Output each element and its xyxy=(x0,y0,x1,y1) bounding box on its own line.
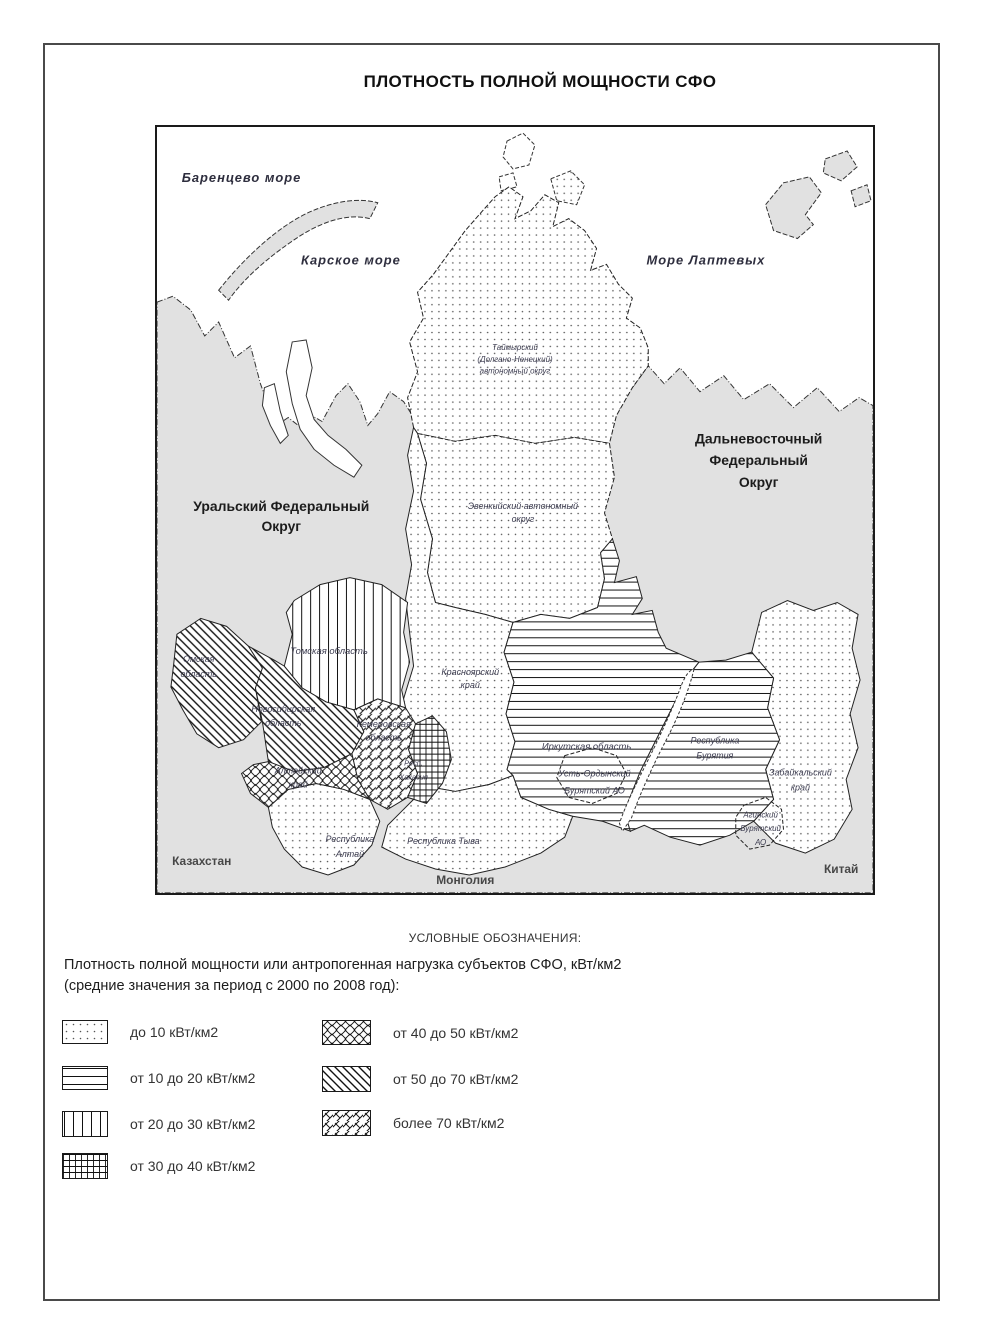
sea-label-laptev: Море Лаптевых xyxy=(646,252,766,268)
legend-item-grid xyxy=(62,1153,255,1179)
fareast-fd-label-line2: Федеральный xyxy=(709,452,808,469)
severnaya-zemlya-island-2 xyxy=(823,151,857,181)
legend-label: от 10 до 20 кВт/км2 xyxy=(130,1070,256,1086)
label-aginsky-line3: АО xyxy=(755,838,767,848)
label-evenkia-line1: Эвенкийский автономный xyxy=(467,501,579,512)
sea-label-barents: Баренцево море xyxy=(181,169,302,185)
label-altai-krai-line1: Алтайский xyxy=(274,765,322,776)
label-tomsk: Томская область xyxy=(290,646,368,658)
label-kemerovo-line1: Кемеровская xyxy=(356,718,411,729)
label-kemerovo-line2: область xyxy=(365,732,402,743)
ural-fd-label-line1: Уральский Федеральный xyxy=(193,497,370,514)
arctic-island-dotted xyxy=(551,171,585,205)
label-omsk-line1: Омская xyxy=(183,654,215,665)
legend-label: от 50 до 70 кВт/км2 xyxy=(393,1071,519,1087)
legend-item-diagonal-crosshatch xyxy=(322,1020,518,1045)
legend-item-shingle-hatch xyxy=(322,1110,504,1136)
legend-description-line2: (средние значения за период с 2000 по 2008 год): xyxy=(64,978,400,994)
label-aginsky-line2: Бурятский xyxy=(740,824,781,834)
legend-swatch-grid xyxy=(62,1153,108,1179)
label-irkutsk: Иркутская область xyxy=(541,741,632,753)
label-taimyr-line2: (Долгано-Ненецкий) xyxy=(477,354,553,364)
legend-item-dots xyxy=(62,1020,218,1044)
legend-label: до 10 кВт/км2 xyxy=(130,1024,219,1040)
legend-header: УСЛОВНЫЕ ОБОЗНАЧЕНИЯ: xyxy=(408,931,582,945)
label-khakasia-line1: Респ. xyxy=(404,758,423,768)
label-omsk-line2: область xyxy=(180,669,217,680)
label-altai-krai-line2: край xyxy=(288,779,308,790)
legend-label: от 20 до 30 кВт/км2 xyxy=(130,1116,256,1132)
legend-label: от 40 до 50 кВт/км2 xyxy=(393,1024,519,1041)
map-canvas xyxy=(157,127,873,893)
label-novosibirsk-line2: область xyxy=(265,717,302,728)
label-aginsky-line1: Агинский xyxy=(743,810,778,820)
region-evenkia xyxy=(418,433,615,622)
legend-label: от 30 до 40 кВт/км2 xyxy=(130,1158,256,1174)
label-krasnoyarsk-line2: край xyxy=(460,680,480,691)
region-taimyr xyxy=(408,187,649,444)
label-novosibirsk-line1: Новосибирская xyxy=(251,703,316,714)
label-khakasia-line2: Хакасия xyxy=(399,772,428,782)
legend-item-horizontal-lines xyxy=(62,1066,255,1090)
map xyxy=(155,125,875,895)
country-label-china: Китай xyxy=(823,861,859,876)
country-label-kazakhstan: Казахстан xyxy=(172,854,232,869)
label-krasnoyarsk-line1: Красноярский xyxy=(441,667,500,678)
fareast-fd-label-line3: Округ xyxy=(738,474,779,491)
legend-item-diagonal-lines xyxy=(322,1066,518,1092)
severnaya-zemlya-island xyxy=(766,177,822,239)
label-buryatia-line1: Республика xyxy=(690,735,740,746)
legend-description-line1: Плотность полной мощности или антропогенная нагрузка субъектов СФО, кВт/км2 xyxy=(64,957,622,973)
fareast-fd-label-line1: Дальневосточный xyxy=(695,430,823,447)
legend-swatch-diagonal-lines xyxy=(322,1066,371,1092)
legend-description xyxy=(64,955,621,997)
label-taimyr-line1: Таймырский xyxy=(492,342,538,352)
country-label-mongolia: Монголия xyxy=(436,872,495,887)
arctic-island-white xyxy=(503,133,535,169)
label-uobao-line1: Усть-Ордынский xyxy=(558,768,631,779)
novaya-zemlya-island xyxy=(219,200,378,300)
label-taimyr-line3: автономный округ xyxy=(479,366,551,376)
severnaya-zemlya-island-3 xyxy=(851,185,871,207)
label-buryatia-line2: Бурятия xyxy=(696,750,734,761)
label-zabaikalsky-line1: Забайкальский xyxy=(768,767,832,778)
legend-swatch-vertical-lines xyxy=(62,1111,108,1137)
label-zabaikalsky-line2: край xyxy=(790,782,810,793)
label-evenkia-line2: округ xyxy=(511,513,535,524)
label-uobao-line2: Бурятский АО xyxy=(564,785,625,796)
page-title: ПЛОТНОСТЬ ПОЛНОЙ МОЩНОСТИ СФО xyxy=(363,72,717,91)
legend-swatch-horizontal-lines xyxy=(62,1066,108,1090)
sea-label-kara: Карское море xyxy=(301,252,401,268)
label-altai-rep-line1: Республика xyxy=(325,834,375,845)
legend-swatch-diagonal-crosshatch xyxy=(322,1020,371,1045)
legend-swatch-dots xyxy=(62,1020,108,1044)
legend-item-vertical-lines xyxy=(62,1111,255,1137)
ural-fd-label-line2: Округ xyxy=(261,517,302,534)
legend-label: более 70 кВт/км2 xyxy=(393,1115,505,1131)
label-altai-rep-line2: Алтай xyxy=(335,849,365,860)
legend-swatch-shingle-hatch xyxy=(322,1110,371,1136)
label-tyva: Республика Тыва xyxy=(407,836,480,847)
